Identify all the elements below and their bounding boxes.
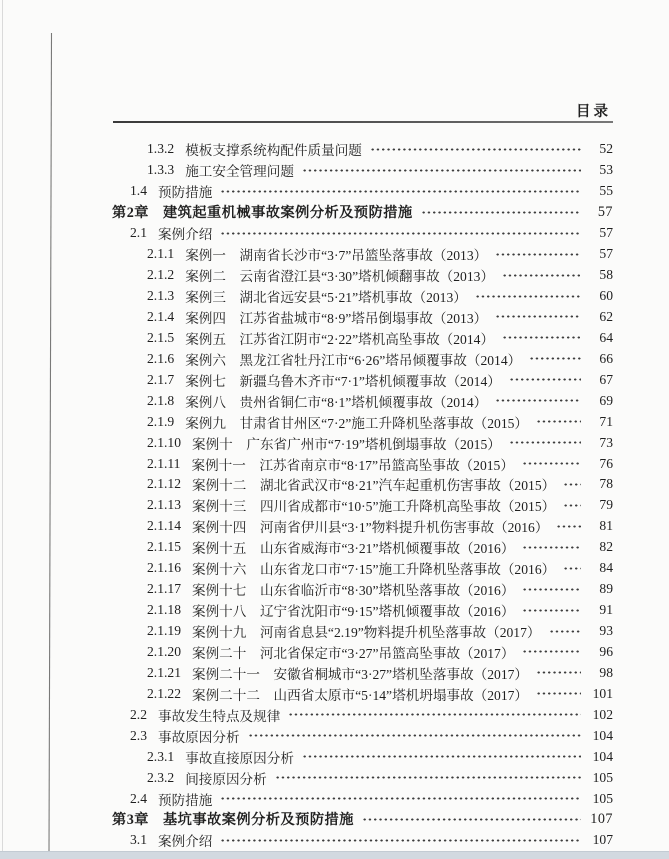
scan-bottom-band — [0, 851, 669, 859]
dot-leader — [248, 729, 581, 742]
toc-entry-number: 2.1.18 — [147, 602, 181, 618]
toc-entry-number: 2.1 — [130, 225, 147, 241]
dot-leader — [220, 227, 581, 240]
dot-leader — [563, 499, 581, 512]
toc-entry-title: 案例三 湖北省远安县“5·21”塔机事故（2013） — [185, 290, 467, 306]
toc-entry-page: 96 — [599, 643, 613, 659]
toc-entry — [112, 453, 613, 474]
toc-entry — [112, 600, 613, 621]
dot-leader — [421, 206, 581, 219]
toc-entry-title: 案例介绍 — [158, 227, 213, 243]
toc-entry-title: 案例介绍 — [158, 834, 213, 850]
toc-entry-title: 建筑起重机械事故案例分析及预防措施 — [162, 205, 413, 222]
toc-entry-page: 107 — [590, 810, 613, 827]
dot-leader — [495, 248, 581, 261]
dot-leader — [536, 666, 581, 679]
toc-entry-number: 2.1.22 — [147, 685, 181, 701]
toc-entry-number: 2.1.7 — [147, 371, 175, 387]
toc-entry-number: 2.1.1 — [147, 246, 175, 262]
toc-entry — [112, 537, 613, 558]
dot-leader — [556, 520, 581, 533]
dot-leader — [522, 457, 581, 470]
dot-leader — [563, 562, 581, 575]
toc-entry-page: 71 — [599, 413, 613, 429]
toc-entry-title: 事故原因分析 — [158, 729, 240, 745]
toc-entry-number: 2.3.2 — [147, 769, 175, 785]
toc-entry-number: 2.1.15 — [147, 539, 181, 555]
dot-leader — [522, 583, 581, 596]
toc-entry-number: 1.3.2 — [147, 141, 175, 157]
toc-entry-number: 2.2 — [130, 706, 147, 722]
toc-entry-title: 案例十二 湖北省武汉市“8·21”汽车起重机伤害事故（2015） — [191, 478, 556, 494]
toc-entry-title: 案例十 广东省广州市“7·19”塔机倒塌事故（2015） — [191, 436, 501, 452]
toc-entry — [112, 579, 613, 600]
dot-leader — [529, 352, 581, 365]
dot-leader — [220, 834, 581, 847]
dot-leader — [536, 687, 581, 700]
toc-entry — [112, 746, 613, 767]
toc-entry-number: 2.1.10 — [147, 434, 181, 450]
header-rule — [113, 121, 613, 123]
toc-entry-title: 施工安全管理问题 — [185, 164, 294, 180]
toc-entry-number: 2.1.4 — [147, 308, 175, 324]
toc-entry — [112, 662, 613, 683]
dot-leader — [522, 541, 581, 554]
toc-entry-number: 2.4 — [130, 790, 147, 806]
toc-entry-number: 1.4 — [130, 183, 147, 199]
dot-leader — [495, 310, 581, 323]
toc-entry — [112, 558, 613, 579]
toc-entry-title: 基坑事故案例分析及预防措施 — [162, 812, 354, 829]
toc-entry-page: 98 — [599, 664, 613, 680]
toc-entry-title: 案例十七 山东省临沂市“8·30”塔机坠落事故（2016） — [191, 583, 515, 599]
toc-entry-title: 案例六 黑龙江省牡丹江市“6·26”塔吊倾覆事故（2014） — [185, 352, 522, 368]
dot-leader — [495, 394, 581, 407]
toc-entry — [112, 411, 613, 432]
toc-entry-title: 案例十一 江苏省南京市“8·17”吊篮高坠事故（2015） — [191, 457, 514, 473]
toc-entry-page: 93 — [599, 623, 613, 639]
toc-entry-page: 52 — [599, 141, 613, 157]
toc-entry — [112, 809, 613, 830]
toc-entry — [112, 642, 613, 663]
toc-entry-page: 66 — [599, 350, 613, 366]
toc-entry-page: 69 — [599, 392, 613, 408]
toc-entry-title: 案例二 云南省澄江县“3·30”塔机倾翻事故（2013） — [185, 269, 495, 285]
toc-entry-page: 104 — [592, 748, 613, 764]
toc-entry-page: 64 — [599, 329, 613, 345]
toc-entry-number: 2.1.3 — [147, 288, 175, 304]
toc-entry-title: 案例十八 辽宁省沈阳市“9·15”塔机倾覆事故（2016） — [191, 604, 515, 620]
toc-entry-number: 2.1.6 — [147, 350, 175, 366]
toc-entry-title: 案例五 江苏省江阴市“2·22”塔机高坠事故（2014） — [185, 331, 495, 347]
toc-entry-page: 81 — [599, 518, 613, 534]
dot-leader — [509, 436, 581, 449]
dot-leader — [302, 164, 581, 177]
toc-entry-page: 76 — [599, 455, 613, 471]
dot-leader — [370, 143, 581, 156]
toc-entry — [112, 495, 613, 516]
toc-entry — [112, 244, 613, 265]
toc-entry-page: 82 — [599, 539, 613, 555]
toc-entry-page: 104 — [592, 727, 613, 743]
toc-entry — [112, 704, 613, 725]
toc-entry-page: 79 — [599, 497, 613, 513]
toc-entry — [112, 307, 613, 328]
toc-entry-page: 102 — [592, 706, 613, 722]
page-header-title: 目录 — [576, 104, 611, 120]
toc-entry-number: 2.1.11 — [147, 455, 181, 471]
toc-entry — [112, 767, 613, 788]
toc-entry-page: 89 — [599, 581, 613, 597]
dot-leader — [502, 269, 581, 282]
dot-leader — [288, 708, 581, 721]
dot-leader — [509, 373, 581, 386]
toc-entry-page: 57 — [599, 225, 613, 241]
toc-entry-number: 第2章 — [112, 205, 149, 222]
dot-leader — [362, 813, 581, 826]
toc-entry-page: 53 — [599, 162, 613, 178]
toc-entry — [112, 725, 613, 746]
toc-entry-title: 事故发生特点及规律 — [158, 708, 281, 724]
toc-entry-number: 3.1 — [130, 832, 147, 848]
toc-entry — [112, 830, 613, 851]
toc-entry-page: 55 — [599, 183, 613, 199]
toc-entry-number: 2.3.1 — [147, 748, 175, 764]
toc-entry-title: 预防措施 — [158, 185, 213, 201]
toc-entry-title: 案例二十一 安徽省桐城市“3·27”塔机坠落事故（2017） — [191, 666, 529, 682]
toc-entry-number: 2.1.20 — [147, 643, 181, 659]
toc-entry-title: 间接原因分析 — [185, 771, 267, 787]
toc-entry-number: 2.3 — [130, 727, 147, 743]
toc-entry-page: 78 — [599, 476, 613, 492]
toc-entry-title: 案例二十二 山西省太原市“5·14”塔机坍塌事故（2017） — [191, 687, 529, 703]
toc-entry-page: 73 — [599, 434, 613, 450]
toc-entry-title: 案例十九 河南省息县“2.19”物料提升机坠落事故（2017） — [191, 625, 541, 641]
toc-entry — [112, 139, 613, 160]
toc-entry — [112, 516, 613, 537]
toc-entry — [112, 223, 613, 244]
toc-entry-number: 2.1.14 — [147, 518, 181, 534]
toc-entry-title: 案例四 江苏省盐城市“8·9”塔吊倒塌事故（2013） — [185, 310, 488, 326]
dot-leader — [220, 185, 581, 198]
dot-leader — [275, 771, 581, 784]
toc-entry-title: 模板支撑系统构配件质量问题 — [185, 143, 362, 159]
toc-entry — [112, 160, 613, 181]
toc-entry-title: 案例七 新疆乌鲁木齐市“7·1”塔机倾覆事故（2014） — [185, 373, 501, 389]
toc-entry-number: 2.1.16 — [147, 560, 181, 576]
toc-entry-title: 案例一 湖南省长沙市“3·7”吊篮坠落事故（2013） — [185, 248, 488, 264]
toc-entry-title: 案例二十 河北省保定市“3·27”吊篮高坠事故（2017） — [191, 645, 515, 661]
toc-entry-page: 91 — [599, 602, 613, 618]
toc-entry — [112, 432, 613, 453]
toc-entry-number: 第3章 — [112, 812, 149, 829]
toc-entry-number: 2.1.21 — [147, 664, 181, 680]
toc-entry-number: 2.1.8 — [147, 392, 175, 408]
dot-leader — [522, 604, 581, 617]
toc-entry-number: 2.1.5 — [147, 329, 175, 345]
toc-entry — [112, 683, 613, 704]
dot-leader — [220, 792, 581, 805]
toc-entry-number: 2.1.19 — [147, 623, 181, 639]
toc-entry — [112, 621, 613, 642]
toc-entry — [112, 265, 613, 286]
toc-list — [112, 139, 613, 851]
toc-entry-page: 60 — [599, 288, 613, 304]
toc-entry — [112, 327, 613, 348]
toc-entry-page: 84 — [599, 560, 613, 576]
toc-entry — [112, 788, 613, 809]
toc-entry-title: 案例十三 四川省成都市“10·5”施工升降机高坠事故（2015） — [191, 499, 556, 515]
toc-entry-title: 案例九 甘肃省甘州区“7·2”施工升降机坠落事故（2015） — [185, 415, 529, 431]
toc-entry-page: 57 — [597, 203, 613, 220]
toc-entry-page: 105 — [592, 790, 613, 806]
toc-entry-page: 57 — [599, 246, 613, 262]
toc-entry-title: 案例十四 河南省伊川县“3·1”物料提升机伤害事故（2016） — [191, 520, 549, 536]
toc-entry-page: 101 — [592, 685, 613, 701]
toc-entry-page: 62 — [599, 308, 613, 324]
dot-leader — [502, 331, 581, 344]
dot-leader — [549, 625, 582, 638]
toc-entry — [112, 474, 613, 495]
dot-leader — [522, 645, 581, 658]
dot-leader — [563, 478, 581, 491]
toc-entry-title: 案例十五 山东省威海市“3·21”塔机倾覆事故（2016） — [191, 541, 515, 557]
dot-leader — [475, 290, 581, 303]
toc-entry-title: 案例十六 山东省龙口市“7·15”施工升降机坠落事故（2016） — [191, 562, 556, 578]
toc-entry-page: 67 — [599, 371, 613, 387]
toc-entry — [112, 202, 613, 223]
dot-leader — [302, 750, 581, 763]
toc-entry — [112, 369, 613, 390]
toc-entry-page: 58 — [599, 267, 613, 283]
toc-entry-page: 107 — [592, 832, 613, 848]
toc-entry-number: 2.1.13 — [147, 497, 181, 513]
toc-entry — [112, 181, 613, 202]
toc-entry-page: 105 — [592, 769, 613, 785]
toc-entry-title: 事故直接原因分析 — [185, 750, 294, 766]
toc-entry-number: 2.1.2 — [147, 267, 175, 283]
toc-entry-number: 1.3.3 — [147, 162, 175, 178]
toc-entry-title: 案例八 贵州省铜仁市“8·1”塔机倾覆事故（2014） — [185, 394, 488, 410]
toc-entry-number: 2.1.17 — [147, 581, 181, 597]
toc-entry-number: 2.1.9 — [147, 413, 175, 429]
toc-entry-title: 预防措施 — [158, 792, 213, 808]
toc-entry — [112, 286, 613, 307]
toc-entry — [112, 348, 613, 369]
dot-leader — [536, 415, 581, 428]
toc-entry — [112, 390, 613, 411]
toc-entry-number: 2.1.12 — [147, 476, 181, 492]
